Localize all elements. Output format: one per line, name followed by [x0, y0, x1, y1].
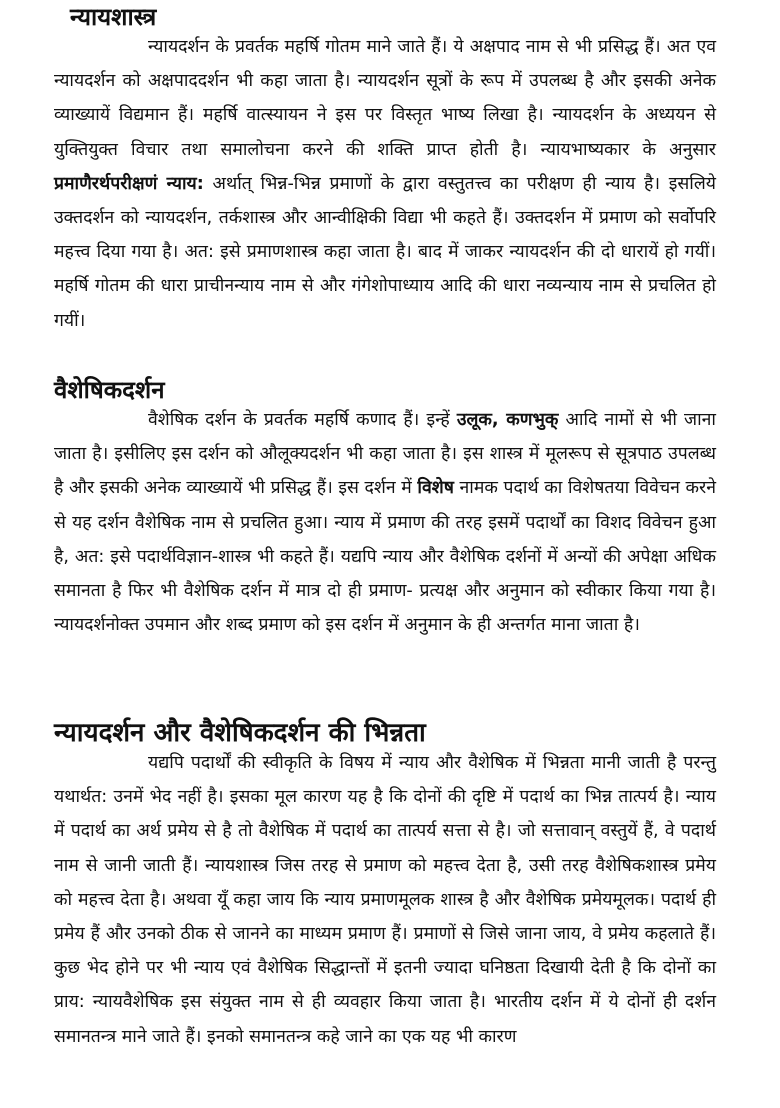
text-run: नामक पदार्थ का विशेषतया विवेचन करने से यह दर्शन वैशेषिक नाम से प्रचलित हुआ। न्याय में प्रमाण की तरह इसमें पदार्थों का विशद विवेचन हुआ है, अत: इसे पदार्थविज्ञान-शास्त्र भी कहते हैं। यद्यपि न्याय और वैशेषिक दर्शनों में अन्यों की अपेक्षा अधिक समानता है फिर भी वैशेषिक दर्शन में मात्र दो ही प्रमाण- प्रत्यक्ष और अनुमान को स्वीकार किया गया है। न्यायदर्शनोक्त उपमान और शब्द प्रमाण को इस दर्शन में अनुमान के ही अन्तर्गत माना जाता है। [54, 478, 716, 636]
bold-term: उलूक, कणभुक् [456, 410, 559, 430]
bold-term: प्रमाणैरर्थपरीक्षणं न्याय: [54, 173, 204, 194]
text-run: न्यायदर्शन के प्रवर्तक महर्षि गोतम माने जाते हैं। ये अक्षपाद नाम से भी प्रसिद्ध हैं। अत एव न्यायदर्शन को अक्षपाददर्शन भी कहा जाता है। न्यायदर्शन सूत्रों के रूप में उपलब्ध है और इसकी अनेक व्याख्यायें विद्यमान हैं। महर्षि वात्स्यायन ने इस पर विस्तृत भाष्य लिखा है। न्यायदर्शन के अध्ययन से युक्तियुक्त विचार तथा समालोचना करने की शक्ति प्राप्त होती है। न्यायभाष्यकार के अनुसार [54, 37, 716, 160]
text-run: अर्थात् भिन्न-भिन्न प्रमाणों के द्वारा वस्तुतत्त्व का परीक्षण ही न्याय है। इसलिये उक्तदर्शन को न्यायदर्शन, तर्कशास्त्र और आन्वीक्षिकी विद्या भी कहते हैं। उक्तदर्शन में प्रमाण को सर्वोपरि महत्त्व दिया गया है। अत: इसे प्रमाणशास्त्र कहा जाता है। बाद में जाकर न्यायदर्शन की दो धारायें हो गयीं। महर्षि गोतम की धारा प्राचीनन्याय नाम से और गंगेशोपाध्याय आदि की धारा नव्यन्याय नाम से प्रचलित हो गयीं। [54, 173, 716, 331]
text-run: आदि नामों से भी जाना जाता है। इसीलिए इस दर्शन को औलूक्यदर्शन भी कहा जाता है। इस शास्त्र में मूलरूप से सूत्रपाठ उपलब्ध है और इसकी अनेक व्याख्यायें भी प्रसिद्ध हैं। इस दर्शन में [54, 410, 716, 499]
text-run: वैशेषिक दर्शन के प्रवर्तक महर्षि कणाद हैं। इन्हें [148, 410, 457, 430]
section-heading-vaisheshika: वैशेषिकदर्शन [54, 376, 165, 404]
paragraph-nyayashastra [54, 30, 716, 338]
paragraph-difference [54, 746, 716, 1054]
text-run: यद्यपि पदार्थों की स्वीकृति के विषय में न्याय और वैशेषिक में भिन्नता मानी जाती है परन्तु यथार्थत: उनमें भेद नहीं है। इसका मूल कारण यह है कि दोनों की दृष्टि में पदार्थ का भिन्न तात्पर्य है। न्याय में पदार्थ का अर्थ प्रमेय से है तो वैशेषिक में पदार्थ का तात्पर्य सत्ता से है। जो सत्तावान् वस्तुयें हैं, वे पदार्थ नाम से जानी जाती हैं। न्यायशास्त्र जिस तरह से प्रमाण को महत्त्व देता है, उसी तरह वैशेषिकशास्त्र प्रमेय को महत्त्व देता है। अथवा यूँ कहा जाय कि न्याय प्रमाणमूलक शास्त्र है और वैशेषिक प्रमेयमूलक। पदार्थ ही प्रमेय हैं और उनको ठीक से जानने का माध्यम प्रमाण हैं। प्रमाणों से जिसे जाना जाय, वे प्रमेय कहलाते हैं। कुछ भेद होने पर भी न्याय एवं वैशेषिक सिद्धान्तों में इतनी ज्यादा घनिष्ठता दिखायी देती है कि दोनों का प्राय: न्यायवैशेषिक इस संयुक्त नाम से ही व्यवहार किया जाता है। भारतीय दर्शन में ये दोनों ही दर्शन समानतन्त्र माने जाते हैं। इनको समानतन्त्र कहे जाने का एक यह भी कारण [54, 753, 716, 1047]
section-heading-difference: न्यायदर्शन और वैशेषिकदर्शन की भिन्नता [54, 718, 426, 748]
paragraph-vaisheshika [54, 403, 716, 642]
bold-term: विशेष [417, 478, 454, 499]
section-heading-nyayashastra: न्यायशास्त्र [70, 3, 157, 31]
